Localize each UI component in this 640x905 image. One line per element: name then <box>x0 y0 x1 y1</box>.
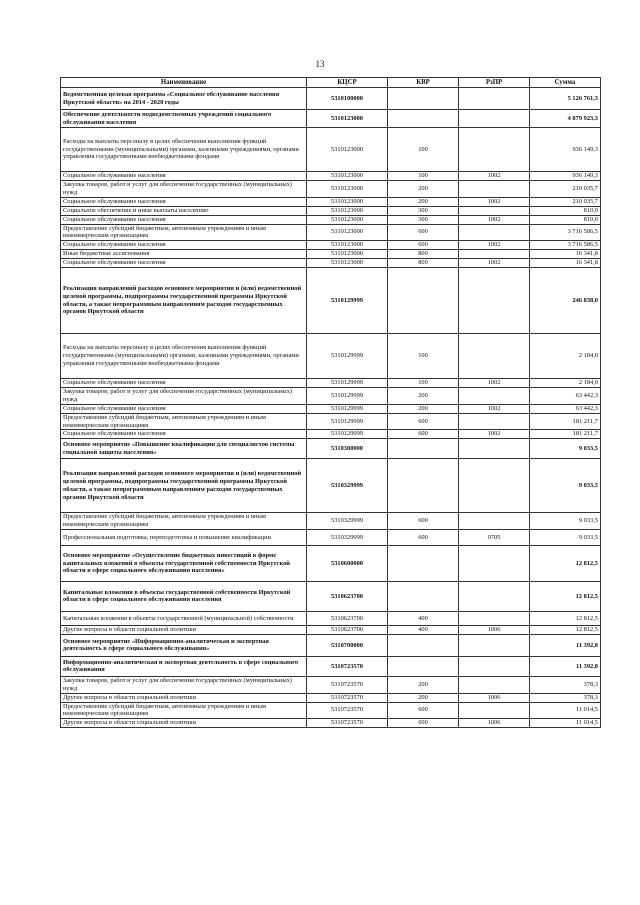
table-row <box>61 334 601 379</box>
table-row <box>61 430 601 439</box>
table-row <box>61 172 601 181</box>
table-row <box>61 693 601 702</box>
row-name-cell: Расходы на выплаты персоналу в целях обеспечения выполнения функций государственными (муниципальными) органами, казенными учреждениями, органами управления государственными внебюджетными фондами <box>61 128 307 172</box>
row-kcsr-cell: 5310129999 <box>307 388 388 405</box>
row-name-cell: Другие вопросы в области социальной политики <box>61 693 307 702</box>
column-header-kvr: КВР <box>388 78 459 88</box>
row-rzpr-cell: 0705 <box>459 529 530 545</box>
page-number: 13 <box>315 59 325 69</box>
row-name-cell: Основное мероприятие «Осуществление бюджетных инвестиций в форме капитальных вложений в объекты государственной собственности Иркутской области в сфере социального обслуживания населения» <box>61 545 307 581</box>
row-kvr-cell: 400 <box>388 611 459 625</box>
row-rzpr-cell: 1002 <box>459 404 530 413</box>
row-kcsr-cell: 5310123000 <box>307 181 388 198</box>
row-kcsr-cell: 5310129999 <box>307 379 388 388</box>
row-kcsr-cell: 5310329999 <box>307 513 388 530</box>
row-sum-cell: 12 812,5 <box>530 611 601 625</box>
row-sum-cell: 9 033,5 <box>530 439 601 459</box>
row-sum-cell: 9 033,5 <box>530 529 601 545</box>
table-row <box>61 250 601 259</box>
row-rzpr-cell <box>459 268 530 334</box>
row-name-cell: Основное мероприятие «Повышение квалификации для специалистов системы социальной защиты населения» <box>61 439 307 459</box>
row-kcsr-cell: 5310129999 <box>307 334 388 379</box>
row-name-cell: Реализация направлений расходов основного мероприятия и (или) ведомственной целевой программы, подпрограммы государственной программы Иркутской области, а также непрограммным направлениям расходов государственных органов Иркутской области <box>61 459 307 513</box>
table-row <box>61 545 601 581</box>
row-name-cell: Реализация направлений расходов основного мероприятия и (или) ведомственной целевой программы, подпрограммы государственной программы Иркутской области, а также непрограммным направлениям расходов государственных органов Иркутской области <box>61 268 307 334</box>
table-row <box>61 513 601 530</box>
table-row <box>61 110 601 128</box>
row-rzpr-cell: 1002 <box>459 197 530 206</box>
row-name-cell: Социальное обеспечение и иные выплаты населению <box>61 206 307 215</box>
row-kvr-cell: 600 <box>388 513 459 530</box>
row-kvr-cell <box>388 439 459 459</box>
row-kcsr-cell: 5310100000 <box>307 88 388 110</box>
row-kcsr-cell: 5310723570 <box>307 676 388 693</box>
table-row <box>61 181 601 198</box>
row-kvr-cell <box>388 268 459 334</box>
row-name-cell: Социальное обслуживание населения <box>61 379 307 388</box>
row-kvr-cell: 400 <box>388 625 459 634</box>
row-rzpr-cell <box>459 676 530 693</box>
row-name-cell: Предоставление субсидий бюджетным, автономным учреждениям и иным некоммерческим организациям <box>61 224 307 241</box>
row-name-cell: Закупка товаров, работ и услуг для обеспечения государственных (муниципальных) нужд <box>61 181 307 198</box>
row-sum-cell: 4 879 923,3 <box>530 110 601 128</box>
row-rzpr-cell <box>459 513 530 530</box>
row-kcsr-cell: 5310123000 <box>307 110 388 128</box>
row-name-cell: Социальное обслуживание населения <box>61 172 307 181</box>
row-name-cell: Социальное обслуживание населения <box>61 197 307 206</box>
column-header-rzpr: РзПР <box>459 78 530 88</box>
row-sum-cell: 936 149,3 <box>530 128 601 172</box>
row-kvr-cell: 600 <box>388 413 459 430</box>
row-kvr-cell: 800 <box>388 250 459 259</box>
row-kcsr-cell: 5310623700 <box>307 625 388 634</box>
row-sum-cell: 63 442,3 <box>530 404 601 413</box>
row-kcsr-cell: 5310723570 <box>307 719 388 728</box>
table-row <box>61 459 601 513</box>
row-kvr-cell: 200 <box>388 388 459 405</box>
row-kvr-cell <box>388 110 459 128</box>
table-row <box>61 404 601 413</box>
row-rzpr-cell <box>459 656 530 676</box>
row-kvr-cell: 600 <box>388 719 459 728</box>
row-name-cell: Обеспечение деятельности подведомственных учреждений социального обслуживания населения <box>61 110 307 128</box>
row-kcsr-cell: 5310623700 <box>307 611 388 625</box>
row-sum-cell: 63 442,3 <box>530 388 601 405</box>
row-kcsr-cell: 5310123000 <box>307 206 388 215</box>
row-rzpr-cell <box>459 128 530 172</box>
row-kvr-cell: 200 <box>388 197 459 206</box>
row-kcsr-cell: 5310623700 <box>307 581 388 611</box>
row-kcsr-cell: 5310123000 <box>307 197 388 206</box>
row-kcsr-cell: 5310123000 <box>307 128 388 172</box>
row-rzpr-cell <box>459 206 530 215</box>
row-rzpr-cell <box>459 88 530 110</box>
row-kcsr-cell: 5310600000 <box>307 545 388 581</box>
budget-table <box>60 77 601 728</box>
row-kvr-cell: 600 <box>388 529 459 545</box>
row-kcsr-cell: 5310300000 <box>307 439 388 459</box>
row-kcsr-cell: 5310329999 <box>307 459 388 513</box>
row-name-cell: Основное мероприятие «Информационно-аналитическая и экспертная деятельность в сфере социального обслуживания» <box>61 634 307 656</box>
row-kvr-cell: 100 <box>388 172 459 181</box>
row-rzpr-cell <box>459 611 530 625</box>
row-name-cell: Предоставление субсидий бюджетным, автономным учреждениям и иным некоммерческим организациям <box>61 702 307 719</box>
row-kvr-cell <box>388 545 459 581</box>
row-kcsr-cell: 5310329999 <box>307 529 388 545</box>
row-kcsr-cell: 5310700000 <box>307 634 388 656</box>
table-row <box>61 581 601 611</box>
row-rzpr-cell <box>459 250 530 259</box>
row-name-cell: Социальное обслуживание населения <box>61 241 307 250</box>
table-row <box>61 197 601 206</box>
row-rzpr-cell: 1002 <box>459 430 530 439</box>
row-rzpr-cell: 1002 <box>459 259 530 268</box>
row-kvr-cell <box>388 88 459 110</box>
row-kcsr-cell: 5310123000 <box>307 259 388 268</box>
row-sum-cell: 3 716 586,5 <box>530 224 601 241</box>
table-row <box>61 413 601 430</box>
row-sum-cell: 9 033,5 <box>530 459 601 513</box>
row-name-cell: Социальное обслуживание населения <box>61 215 307 224</box>
row-name-cell: Иные бюджетные ассигнования <box>61 250 307 259</box>
row-rzpr-cell <box>459 581 530 611</box>
row-kvr-cell <box>388 656 459 676</box>
row-rzpr-cell: 1002 <box>459 379 530 388</box>
row-kvr-cell: 600 <box>388 224 459 241</box>
table-row <box>61 259 601 268</box>
row-sum-cell: 246 838,0 <box>530 268 601 334</box>
table-row <box>61 241 601 250</box>
row-rzpr-cell <box>459 545 530 581</box>
row-sum-cell: 16 341,8 <box>530 259 601 268</box>
column-header-kcsr: КЦСР <box>307 78 388 88</box>
table-row <box>61 439 601 459</box>
row-rzpr-cell <box>459 702 530 719</box>
row-name-cell: Капитальные вложения в объекты государственной (муниципальной) собственности <box>61 611 307 625</box>
row-kvr-cell: 600 <box>388 241 459 250</box>
row-sum-cell: 936 149,3 <box>530 172 601 181</box>
row-kvr-cell: 300 <box>388 215 459 224</box>
row-kvr-cell: 800 <box>388 259 459 268</box>
row-kvr-cell: 100 <box>388 334 459 379</box>
row-sum-cell: 11 392,8 <box>530 656 601 676</box>
row-name-cell: Ведомственная целевая программа «Социальное обслуживание населения Иркутской области» на 2014 - 2020 годы <box>61 88 307 110</box>
row-sum-cell: 12 812,5 <box>530 625 601 634</box>
row-name-cell: Другие вопросы в области социальной политики <box>61 625 307 634</box>
row-sum-cell: 181 211,7 <box>530 430 601 439</box>
row-sum-cell: 11 392,8 <box>530 634 601 656</box>
row-kcsr-cell: 5310123000 <box>307 224 388 241</box>
row-kcsr-cell: 5310129999 <box>307 268 388 334</box>
row-sum-cell: 378,3 <box>530 676 601 693</box>
row-name-cell: Капитальные вложения в объекты государственной собственности Иркутской области в сфере социального обслуживания населения <box>61 581 307 611</box>
row-sum-cell: 810,0 <box>530 215 601 224</box>
row-rzpr-cell <box>459 334 530 379</box>
row-kvr-cell: 600 <box>388 702 459 719</box>
row-kvr-cell: 200 <box>388 404 459 413</box>
row-rzpr-cell <box>459 181 530 198</box>
table-row <box>61 676 601 693</box>
row-kvr-cell <box>388 459 459 513</box>
table-row <box>61 529 601 545</box>
row-kcsr-cell: 5310129999 <box>307 413 388 430</box>
table-row <box>61 224 601 241</box>
row-kvr-cell: 600 <box>388 430 459 439</box>
row-sum-cell: 181 211,7 <box>530 413 601 430</box>
row-rzpr-cell: 1002 <box>459 241 530 250</box>
row-kcsr-cell: 5310123000 <box>307 250 388 259</box>
row-sum-cell: 12 812,5 <box>530 581 601 611</box>
table-row <box>61 268 601 334</box>
row-sum-cell: 3 716 586,5 <box>530 241 601 250</box>
row-kcsr-cell: 5310723570 <box>307 656 388 676</box>
row-kvr-cell: 200 <box>388 676 459 693</box>
table-row <box>61 215 601 224</box>
table-row <box>61 634 601 656</box>
table-row <box>61 656 601 676</box>
row-kcsr-cell: 5310129999 <box>307 430 388 439</box>
column-header-sum: Сумма <box>530 78 601 88</box>
table-row <box>61 611 601 625</box>
table-row <box>61 702 601 719</box>
row-rzpr-cell <box>459 110 530 128</box>
row-rzpr-cell <box>459 439 530 459</box>
row-sum-cell: 11 014,5 <box>530 719 601 728</box>
row-name-cell: Социальное обслуживание населения <box>61 430 307 439</box>
table-row <box>61 379 601 388</box>
row-rzpr-cell: 1006 <box>459 719 530 728</box>
row-name-cell: Закупка товаров, работ и услуг для обеспечения государственных (муниципальных) нужд <box>61 676 307 693</box>
row-sum-cell: 2 184,0 <box>530 379 601 388</box>
row-sum-cell: 9 033,5 <box>530 513 601 530</box>
row-sum-cell: 16 341,8 <box>530 250 601 259</box>
row-sum-cell: 378,3 <box>530 693 601 702</box>
row-kvr-cell: 100 <box>388 379 459 388</box>
row-kvr-cell: 300 <box>388 206 459 215</box>
row-rzpr-cell <box>459 224 530 241</box>
row-rzpr-cell: 1006 <box>459 625 530 634</box>
row-rzpr-cell <box>459 634 530 656</box>
row-kcsr-cell: 5310123000 <box>307 241 388 250</box>
row-sum-cell: 2 184,0 <box>530 334 601 379</box>
row-name-cell: Социальное обслуживание населения <box>61 404 307 413</box>
row-kcsr-cell: 5310129999 <box>307 404 388 413</box>
row-kvr-cell <box>388 581 459 611</box>
row-kvr-cell <box>388 634 459 656</box>
row-name-cell: Расходы на выплаты персоналу в целях обеспечения выполнения функций государственными (муниципальными) органами, казенными учреждениями, органами управления государственными внебюджетными фондами <box>61 334 307 379</box>
row-rzpr-cell: 1002 <box>459 172 530 181</box>
row-name-cell: Предоставление субсидий бюджетным, автономным учреждениям и иным некоммерческим организациям <box>61 513 307 530</box>
row-rzpr-cell <box>459 388 530 405</box>
row-sum-cell: 12 812,5 <box>530 545 601 581</box>
row-kvr-cell: 200 <box>388 181 459 198</box>
row-kcsr-cell: 5310123000 <box>307 215 388 224</box>
row-kvr-cell: 200 <box>388 693 459 702</box>
row-kcsr-cell: 5310723570 <box>307 702 388 719</box>
table-row <box>61 88 601 110</box>
row-name-cell: Другие вопросы в области социальной политики <box>61 719 307 728</box>
row-rzpr-cell: 1002 <box>459 215 530 224</box>
row-rzpr-cell <box>459 459 530 513</box>
table-row <box>61 625 601 634</box>
row-rzpr-cell: 1006 <box>459 693 530 702</box>
table-row <box>61 206 601 215</box>
table-body <box>61 88 601 728</box>
row-name-cell: Закупка товаров, работ и услуг для обеспечения государственных (муниципальных) нужд <box>61 388 307 405</box>
row-sum-cell: 210 035,7 <box>530 181 601 198</box>
row-rzpr-cell <box>459 413 530 430</box>
row-name-cell: Социальное обслуживание населения <box>61 259 307 268</box>
row-sum-cell: 810,0 <box>530 206 601 215</box>
table-header-row <box>61 78 601 88</box>
row-sum-cell: 5 126 761,3 <box>530 88 601 110</box>
row-kcsr-cell: 5310723570 <box>307 693 388 702</box>
table-row <box>61 388 601 405</box>
row-kvr-cell: 100 <box>388 128 459 172</box>
row-name-cell: Предоставление субсидий бюджетным, автономным учреждениям и иным некоммерческим организациям <box>61 413 307 430</box>
table-row <box>61 128 601 172</box>
row-name-cell: Профессиональная подготовка, переподготовка и повышение квалификации <box>61 529 307 545</box>
row-kcsr-cell: 5310123000 <box>307 172 388 181</box>
column-header-name: Наименование <box>61 78 307 88</box>
table-row <box>61 719 601 728</box>
row-sum-cell: 11 014,5 <box>530 702 601 719</box>
row-sum-cell: 210 035,7 <box>530 197 601 206</box>
row-name-cell: Информационно-аналитическая и экспертная деятельность в сфере социального обслуживания <box>61 656 307 676</box>
